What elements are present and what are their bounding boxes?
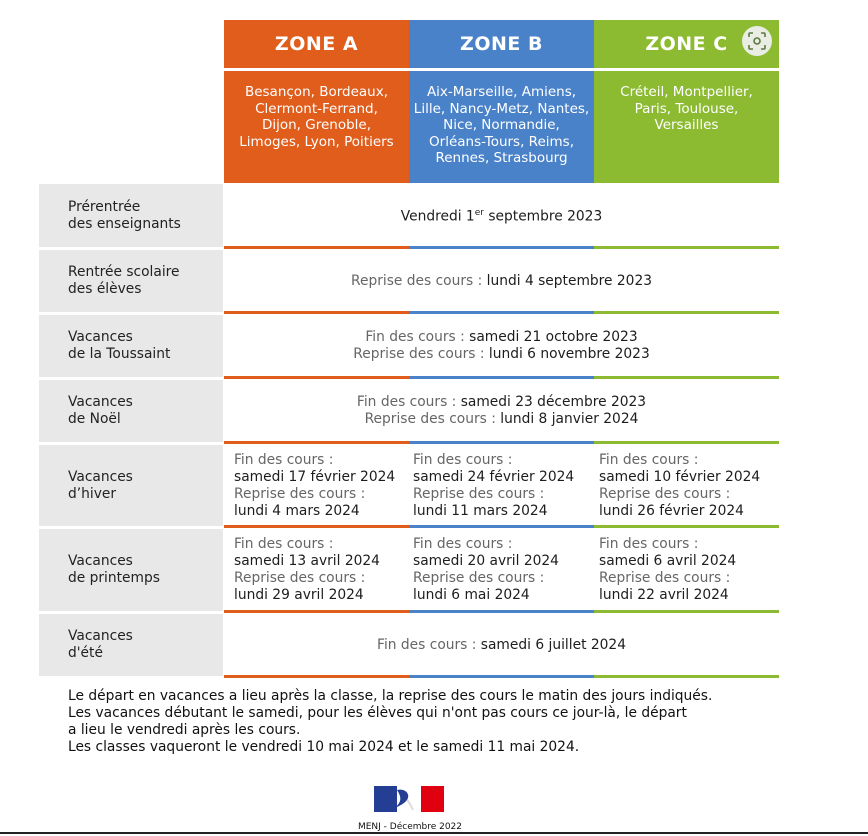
zone-separator [409,311,594,314]
note-line: Les classes vaqueront le vendredi 10 mai 2024 et le samedi 11 mai 2024. [68,739,580,755]
hiver-zone-c: Fin des cours : samedi 10 février 2024 Reprise des cours : lundi 26 février 2024 [599,451,761,519]
note-line: a lieu le vendredi après les cours. [68,722,301,738]
zone-separator [594,610,779,613]
zone-separator [594,675,779,678]
zone-separator [594,525,779,528]
zone-separator [409,376,594,379]
prerentree-date: Vendredi 1er septembre 2023 [400,208,603,225]
zone-separator [409,441,594,444]
toussaint-dates: Fin des cours : samedi 21 octobre 2023 Reprise des cours : lundi 6 novembre 2023 [353,329,650,362]
zone-separator [224,610,409,613]
row-label-printemps: Vacances de printemps [39,529,223,611]
row-label-hiver: Vacances d’hiver [39,445,223,526]
zone-separator [224,311,409,314]
printemps-zone-b: Fin des cours : samedi 20 avril 2024 Reprise des cours : lundi 6 mai 2024 [413,536,559,603]
footer-credit: MENJ - Décembre 2022 [357,822,463,832]
zone-separator [594,376,779,379]
ete-date: Fin des cours : samedi 6 juillet 2024 [377,636,626,653]
row-label-toussaint: Vacances de la Toussaint [39,315,223,377]
zone-separator [409,675,594,678]
zone-separator [224,675,409,678]
hiver-zone-b: Fin des cours : samedi 24 février 2024 Reprise des cours : lundi 11 mars 2024 [413,451,575,519]
printemps-zone-a: Fin des cours : samedi 13 avril 2024 Reprise des cours : lundi 29 avril 2024 [234,536,380,603]
zone-c-cities: Créteil, Montpellier, Paris, Toulouse, Versailles [594,71,779,183]
republique-logo [374,786,444,812]
note-line: Les vacances débutant le samedi, pour les élèves qui n'ont pas cours ce jour-là, le départ [68,705,687,721]
zone-separator [594,441,779,444]
zone-a-cities: Besançon, Bordeaux, Clermont-Ferrand, Dijon, Grenoble, Limoges, Lyon, Poitiers [224,71,409,183]
hiver-zone-a: Fin des cours : samedi 17 février 2024 Reprise des cours : lundi 4 mars 2024 [234,451,396,519]
notes [68,688,768,756]
rentree-date: Reprise des cours : lundi 4 septembre 2023 [351,272,652,289]
zone-separator [224,246,409,249]
zone-separator [409,525,594,528]
noel-dates: Fin des cours : samedi 23 décembre 2023 Reprise des cours : lundi 8 janvier 2024 [356,394,647,427]
row-label-rentree: Rentrée scolaire des élèves [39,250,223,312]
printemps-zone-c: Fin des cours : samedi 6 avril 2024 Reprise des cours : lundi 22 avril 2024 [599,536,737,603]
bottom-rule [0,832,868,834]
zone-b-cities: Aix-Marseille, Amiens, Lille, Nancy-Metz, Nantes, Nice, Normandie, Orléans-Tours, Reims, Rennes, Strasbourg [409,71,594,183]
zone-a-header: ZONE A [224,20,409,68]
row-label-ete: Vacances d'été [39,614,223,676]
zone-b-header: ZONE B [409,20,594,68]
zone-separator [224,441,409,444]
zone-separator [594,246,779,249]
zone-separator [224,376,409,379]
note-line: Le départ en vacances a lieu après la classe, la reprise des cours le matin des jours indiqués. [68,688,713,704]
zone-separator [224,525,409,528]
zone-separator [409,246,594,249]
scan-icon[interactable] [742,26,772,56]
zone-separator [594,311,779,314]
row-label-noel: Vacances de Noël [39,380,223,442]
zone-c-header: ZONE C [594,20,779,68]
zone-separator [409,610,594,613]
row-label-prerentree: Prérentrée des enseignants [39,184,223,247]
